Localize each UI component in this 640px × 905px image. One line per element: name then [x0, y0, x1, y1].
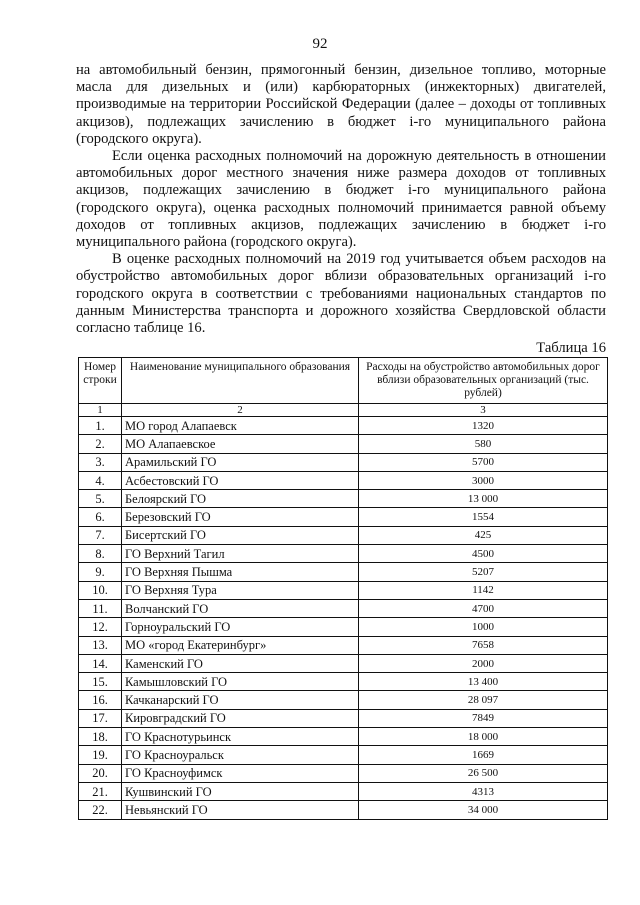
column-index-row — [79, 404, 608, 417]
municipality-cell: ГО Верхний Тагил — [122, 545, 359, 563]
row-number-cell: 7. — [79, 526, 122, 544]
expenses-cell: 1554 — [359, 508, 608, 526]
municipality-cell: Березовский ГО — [122, 508, 359, 526]
table-row — [79, 691, 608, 709]
municipality-cell: Белоярский ГО — [122, 490, 359, 508]
row-number-cell: 3. — [79, 453, 122, 471]
row-number-cell: 1. — [79, 417, 122, 435]
header-expenses: Расходы на обустройство автомобильных дорог вблизи образовательных организаций (тыс. рублей) — [359, 358, 608, 404]
expenses-cell: 13 400 — [359, 673, 608, 691]
row-number-cell: 5. — [79, 490, 122, 508]
municipality-cell: ГО Верхняя Пышма — [122, 563, 359, 581]
municipality-cell: Каменский ГО — [122, 654, 359, 672]
column-index: 3 — [359, 404, 608, 417]
municipality-cell: Камышловский ГО — [122, 673, 359, 691]
row-number-cell: 16. — [79, 691, 122, 709]
row-number-cell: 9. — [79, 563, 122, 581]
municipality-cell: Арамильский ГО — [122, 453, 359, 471]
row-number-cell: 19. — [79, 746, 122, 764]
expenses-cell: 5700 — [359, 453, 608, 471]
header-row-number: Номер строки — [79, 358, 122, 404]
expenses-cell: 580 — [359, 435, 608, 453]
table-caption: Таблица 16 — [536, 340, 606, 356]
municipality-cell: МО город Алапаевск — [122, 417, 359, 435]
row-number-cell: 17. — [79, 709, 122, 727]
table-row — [79, 471, 608, 489]
expenses-cell: 28 097 — [359, 691, 608, 709]
table-row — [79, 654, 608, 672]
paragraph-3: В оценке расходных полномочий на 2019 год учитывается объем расходов на обустройство автомобильных дорог вблизи образовательных организаций i-го городского округа в соответствии с требованиями национальных стандартов по данным Министерства транспорта и дорожного хозяйства Свердловской области согласно таблице 16. — [76, 251, 606, 337]
row-number-cell: 11. — [79, 599, 122, 617]
expenses-cell: 4313 — [359, 782, 608, 800]
municipality-cell: Кушвинский ГО — [122, 782, 359, 800]
table-row — [79, 636, 608, 654]
expenses-cell: 26 500 — [359, 764, 608, 782]
table-body — [79, 417, 608, 820]
municipality-cell: Качканарский ГО — [122, 691, 359, 709]
expenses-cell: 425 — [359, 526, 608, 544]
row-number-cell: 13. — [79, 636, 122, 654]
table-row — [79, 599, 608, 617]
table-row — [79, 581, 608, 599]
row-number-cell: 18. — [79, 728, 122, 746]
expenses-cell: 7658 — [359, 636, 608, 654]
expenses-cell: 18 000 — [359, 728, 608, 746]
table-row — [79, 508, 608, 526]
municipality-cell: МО Алапаевское — [122, 435, 359, 453]
municipality-cell: Волчанский ГО — [122, 599, 359, 617]
table-row — [79, 746, 608, 764]
row-number-cell: 20. — [79, 764, 122, 782]
municipality-cell: ГО Краснотурьинск — [122, 728, 359, 746]
table-row — [79, 453, 608, 471]
table-row — [79, 801, 608, 819]
expenses-cell: 13 000 — [359, 490, 608, 508]
municipality-cell: ГО Красноуфимск — [122, 764, 359, 782]
row-number-cell: 15. — [79, 673, 122, 691]
table-row — [79, 435, 608, 453]
expenses-cell: 34 000 — [359, 801, 608, 819]
expenses-cell: 1669 — [359, 746, 608, 764]
table-row — [79, 673, 608, 691]
expenses-cell: 1142 — [359, 581, 608, 599]
municipality-cell: Кировградский ГО — [122, 709, 359, 727]
column-index: 1 — [79, 404, 122, 417]
expenses-cell: 1000 — [359, 618, 608, 636]
table-header-row — [79, 358, 608, 404]
expenses-cell: 3000 — [359, 471, 608, 489]
municipality-cell: ГО Красноуральск — [122, 746, 359, 764]
row-number-cell: 14. — [79, 654, 122, 672]
paragraph-1: на автомобильный бензин, прямогонный бензин, дизельное топливо, моторные масла для дизельных и (или) карбюраторных (инжекторных) двигателей, производимые на территории Российской Федерации (далее – доходы от топливных акцизов), подлежащих зачислению в бюджет i-го муниципального района (городского округа). — [76, 62, 606, 147]
table-row — [79, 490, 608, 508]
row-number-cell: 8. — [79, 545, 122, 563]
table-row — [79, 764, 608, 782]
municipality-cell: МО «город Екатеринбург» — [122, 636, 359, 654]
column-index: 2 — [122, 404, 359, 417]
table-row — [79, 782, 608, 800]
municipality-cell: Горноуральский ГО — [122, 618, 359, 636]
header-municipality: Наименование муниципального образования — [122, 358, 359, 404]
row-number-cell: 4. — [79, 471, 122, 489]
table-row — [79, 417, 608, 435]
table-row — [79, 728, 608, 746]
expenses-cell: 4500 — [359, 545, 608, 563]
expenses-table — [78, 357, 608, 820]
table-row — [79, 618, 608, 636]
table-row — [79, 709, 608, 727]
row-number-cell: 6. — [79, 508, 122, 526]
table-row — [79, 545, 608, 563]
expenses-cell: 5207 — [359, 563, 608, 581]
row-number-cell: 21. — [79, 782, 122, 800]
expenses-cell: 7849 — [359, 709, 608, 727]
expenses-cell: 1320 — [359, 417, 608, 435]
row-number-cell: 10. — [79, 581, 122, 599]
expenses-cell: 2000 — [359, 654, 608, 672]
page-number: 92 — [312, 36, 328, 52]
expenses-cell: 4700 — [359, 599, 608, 617]
paragraph-2: Если оценка расходных полномочий на дорожную деятельность в отношении автомобильных дорог местного значения ниже размера доходов от топливных акцизов, подлежащих зачислению в бюджет i-го муниципального района (городского округа), оценка расходных полномочий принимается равной объему доходов от топливных акцизов, подлежащих зачислению в бюджет i-го муниципального района (городского округа). — [76, 148, 606, 251]
row-number-cell: 12. — [79, 618, 122, 636]
row-number-cell: 22. — [79, 801, 122, 819]
table-row — [79, 526, 608, 544]
table-row — [79, 563, 608, 581]
municipality-cell: Асбестовский ГО — [122, 471, 359, 489]
municipality-cell: ГО Верхняя Тура — [122, 581, 359, 599]
body-text — [76, 62, 606, 337]
row-number-cell: 2. — [79, 435, 122, 453]
municipality-cell: Бисертский ГО — [122, 526, 359, 544]
municipality-cell: Невьянский ГО — [122, 801, 359, 819]
